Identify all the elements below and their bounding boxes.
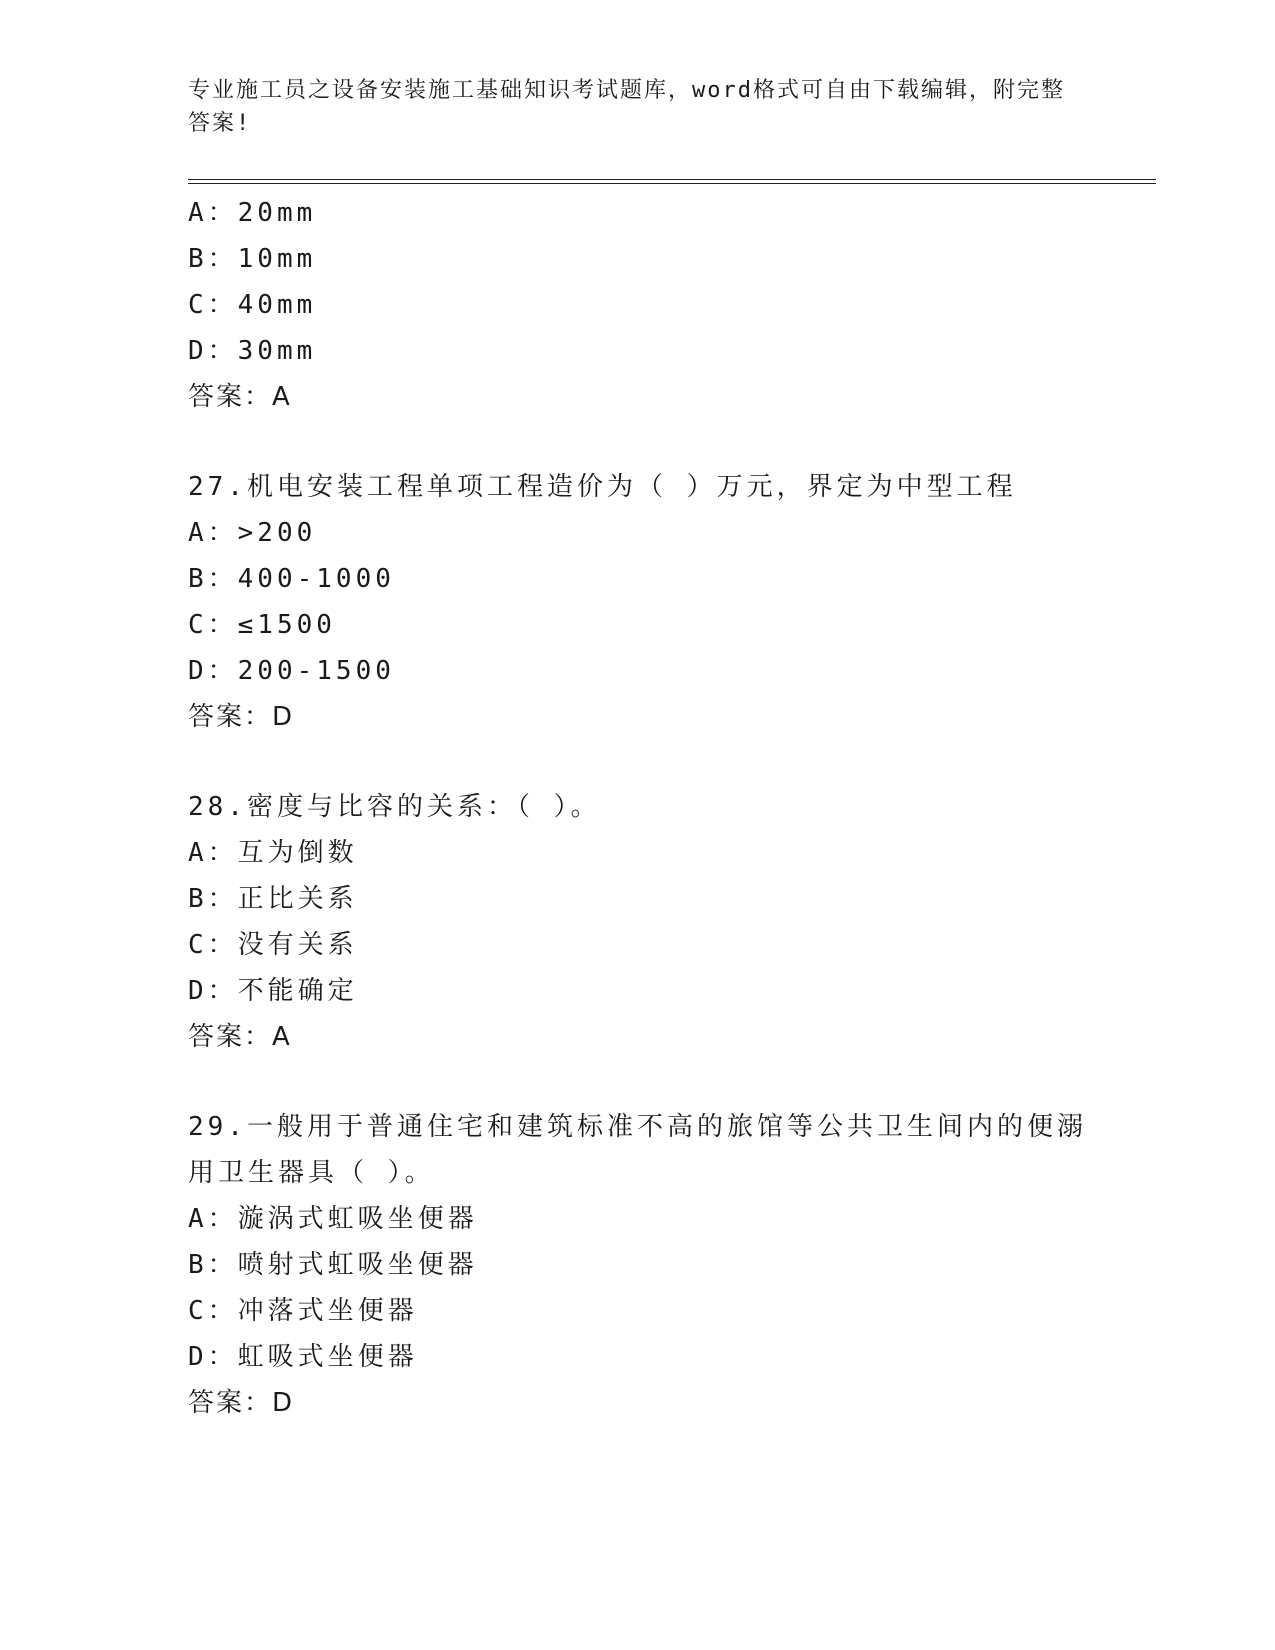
question-stem: 28.密度与比容的关系：（ ）。: [188, 792, 601, 822]
question-27: [188, 464, 1088, 740]
question-29: [188, 1104, 1088, 1426]
header-divider-top: [188, 179, 1156, 180]
option-c: C：40mm: [188, 290, 317, 320]
option-a: A：20mm: [188, 198, 317, 228]
question-stem: 29.一般用于普通住宅和建筑标准不高的旅馆等公共卫生间内的便溺用卫生器具（ ）。: [188, 1112, 1087, 1188]
option-d: D：30mm: [188, 336, 317, 366]
answer: 答案：D: [188, 1388, 295, 1418]
question-28: [188, 784, 1088, 1060]
option-c: C：≤1500: [188, 610, 336, 640]
option-b: B：10mm: [188, 244, 317, 274]
question-list: [188, 190, 1088, 1426]
option-a: A：互为倒数: [188, 838, 358, 868]
option-d: D：不能确定: [188, 976, 358, 1006]
answer: 答案：A: [188, 1022, 292, 1052]
option-d: D：虹吸式坐便器: [188, 1342, 418, 1372]
document-header: 专业施工员之设备安装施工基础知识考试题库，word格式可自由下载编辑，附完整答案!: [188, 78, 1065, 136]
option-d: D：200-1500: [188, 656, 395, 686]
answer: 答案：D: [188, 702, 295, 732]
option-c: C：冲落式坐便器: [188, 1296, 418, 1326]
option-a: A：>200: [188, 518, 317, 548]
option-b: B：正比关系: [188, 884, 358, 914]
option-b: B：喷射式虹吸坐便器: [188, 1250, 478, 1280]
option-c: C：没有关系: [188, 930, 358, 960]
answer: 答案：A: [188, 382, 292, 412]
header-divider-bottom: [188, 183, 1156, 184]
option-b: B：400-1000: [188, 564, 395, 594]
question-26: [188, 190, 1088, 420]
option-a: A：漩涡式虹吸坐便器: [188, 1204, 478, 1234]
question-stem: 27.机电安装工程单项工程造价为（ ）万元，界定为中型工程: [188, 472, 1017, 502]
